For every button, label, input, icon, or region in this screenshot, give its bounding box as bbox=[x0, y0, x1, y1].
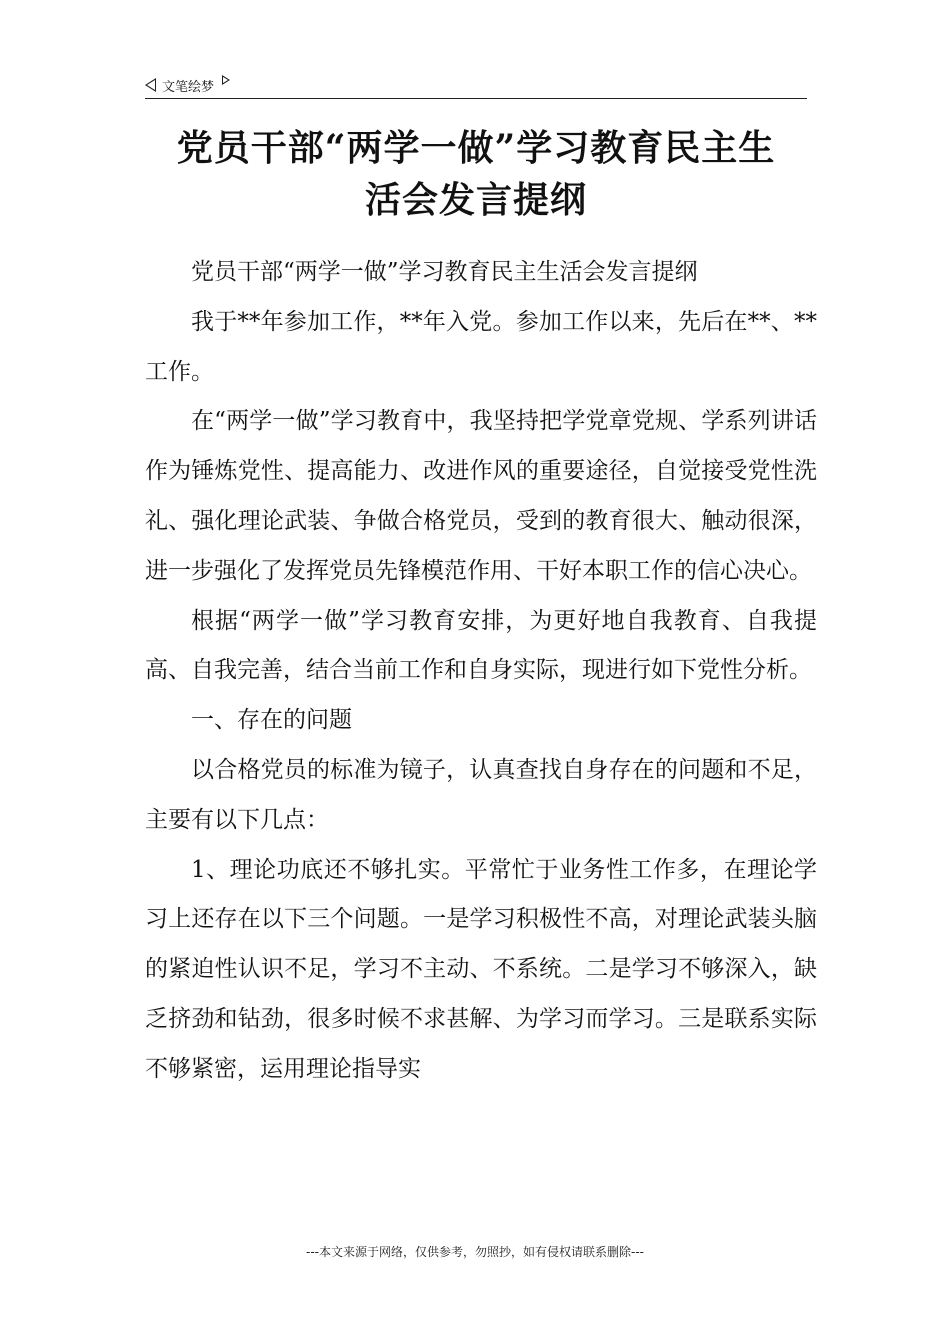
title-line-1: 党员干部“两学一做”学习教育民主生 bbox=[176, 127, 776, 169]
document-body bbox=[145, 248, 817, 1095]
section-heading-problems: 一、存在的问题 bbox=[191, 707, 352, 734]
triangle-left-icon bbox=[145, 78, 156, 92]
page-footer-note: ---本文来源于网络，仅供参考，勿照抄，如有侵权请联系删除--- bbox=[306, 1245, 644, 1259]
paragraph-analysis: 根据“两学一做”学习教育安排，为更好地自我教育、自我提高、自我完善，结合当前工作和自身实际，现进行如下党性分析。 bbox=[145, 607, 817, 684]
paragraph-study: 在“两学一做”学习教育中，我坚持把学党章党规、学系列讲话作为锤炼党性、提高能力、改进作风的重要途径，自觉接受党性洗礼、强化理论武装、争做合格党员，受到的教育很大、触动很深，进一步强化了发挥党员先锋模范作用、干好本职工作的信心决心。 bbox=[145, 408, 817, 584]
paragraph-intro: 我于**年参加工作，**年入党。参加工作以来，先后在**、**工作。 bbox=[145, 308, 817, 385]
paragraph-problems-intro: 以合格党员的标准为镜子，认真查找自身存在的问题和不足，主要有以下几点： bbox=[145, 756, 817, 833]
title-line-2: 活会发言提纲 bbox=[364, 179, 587, 221]
page-header bbox=[145, 72, 807, 99]
triangle-right-icon bbox=[222, 75, 230, 85]
paragraph-problem-1: 1、理论功底还不够扎实。平常忙于业务性工作多，在理论学习上还存在以下三个问题。一是学习积极性不高，对理论武装头脑的紧迫性认识不足，学习不主动、不系统。二是学习不够深入，缺乏挤劲和钻劲，很多时候不求甚解、为学习而学习。三是联系实际不够紧密，运用理论指导实 bbox=[145, 856, 817, 1082]
paragraph-subtitle: 党员干部“两学一做”学习教育民主生活会发言提纲 bbox=[191, 259, 698, 285]
document-title bbox=[140, 122, 812, 226]
header-label: 文笔绘梦 bbox=[162, 79, 215, 95]
